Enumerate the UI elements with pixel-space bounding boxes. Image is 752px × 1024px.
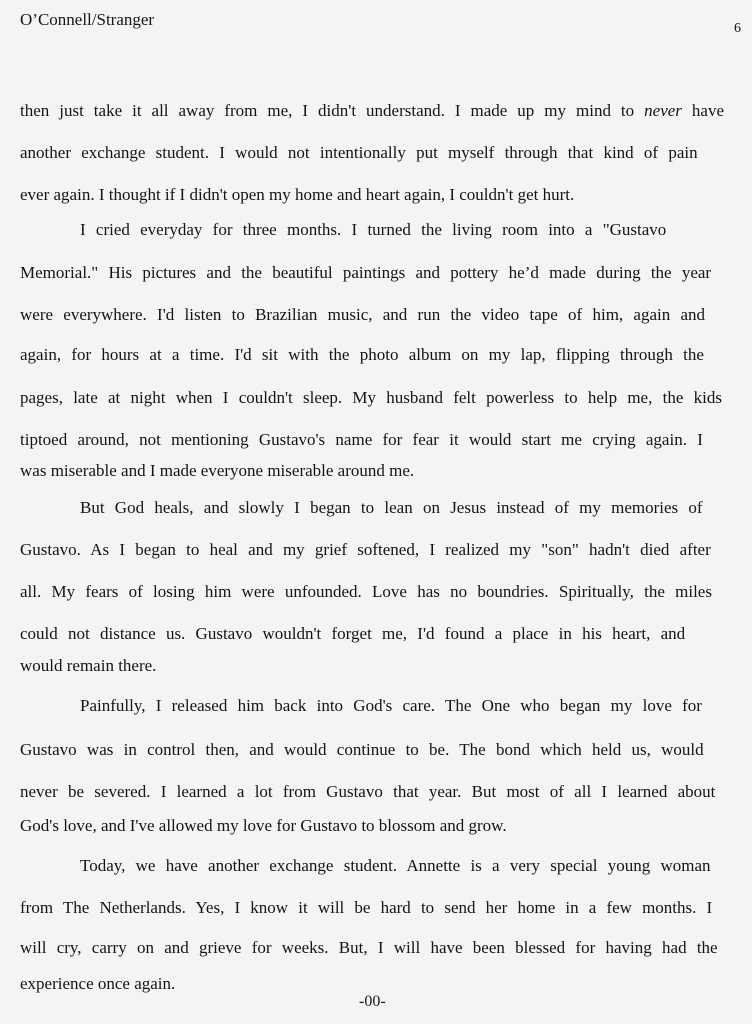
text-line [20, 430, 703, 450]
emphasized-word: never [644, 101, 682, 120]
running-header-author-title: O’Connell/Stranger [20, 10, 155, 29]
text-line [20, 305, 705, 325]
text-line [20, 263, 711, 283]
text-line [80, 220, 666, 240]
text-segment: I cried everyday for three months. I turned the living room into a "Gustavo [80, 220, 667, 239]
text-segment: from The Netherlands. Yes, I know it will be hard to send her home in a few months. I [20, 898, 713, 917]
text-line [20, 540, 711, 560]
text-segment: all. My fears of losing him were unfounded. Love has no boundries. Spiritually, the miles [20, 582, 712, 601]
text-segment: ever again. I thought if I didn't open my home and heart again, I couldn't get hurt. [20, 185, 575, 204]
text-segment: have [681, 101, 724, 120]
text-segment: was miserable and I made everyone miserable around me. [20, 461, 415, 480]
text-segment: will cry, carry on and grieve for weeks. But, I will have been blessed for having had the [20, 938, 718, 957]
text-line [20, 345, 704, 365]
text-segment: But God heals, and slowly I began to lean on Jesus instead of my memories of [80, 498, 703, 517]
text-line [20, 624, 685, 644]
text-segment: then just take it all away from me, I didn't understand. I made up my mind to [20, 101, 645, 120]
text-line [20, 582, 712, 602]
text-line [20, 143, 698, 163]
text-line [80, 696, 702, 716]
text-segment: were everywhere. I'd listen to Brazilian music, and run the video tape of him, again and [20, 305, 706, 324]
text-segment: Painfully, I released him back into God's care. The One who began my love for [80, 696, 702, 715]
end-mark: -00- [359, 993, 386, 1010]
page-number: 6 [734, 21, 741, 36]
text-segment: experience once again. [20, 974, 176, 993]
text-line [80, 856, 711, 876]
text-line [80, 498, 703, 518]
text-segment: would remain there. [20, 656, 157, 675]
text-line [20, 388, 722, 408]
text-line [20, 461, 414, 481]
text-segment: tiptoed around, not mentioning Gustavo's name for fear it would start me crying again. I [20, 430, 703, 449]
text-line [20, 185, 574, 205]
text-segment: pages, late at night when I couldn't sleep. My husband felt powerless to help me, the kids [20, 388, 722, 407]
text-segment: could not distance us. Gustavo wouldn't forget me, I'd found a place in his heart, and [20, 624, 686, 643]
text-line [20, 974, 175, 994]
text-segment: never be severed. I learned a lot from Gustavo that year. But most of all I learned about [20, 782, 716, 801]
text-segment: Today, we have another exchange student. Annette is a very special young woman [80, 856, 711, 875]
text-segment: Gustavo was in control then, and would continue to be. The bond which held us, would [20, 740, 704, 759]
text-line [20, 938, 718, 958]
text-segment: again, for hours at a time. I'd sit with the photo album on my lap, flipping through the [20, 345, 704, 364]
text-line [20, 101, 724, 121]
text-segment: Gustavo. As I began to heal and my grief softened, I realized my "son" hadn't died after [20, 540, 711, 559]
text-segment: God's love, and I've allowed my love for Gustavo to blossom and grow. [20, 816, 507, 835]
text-line [20, 898, 712, 918]
text-line [20, 816, 507, 836]
text-line [20, 782, 715, 802]
text-line [20, 740, 704, 760]
text-segment: another exchange student. I would not intentionally put myself through that kind of pain [20, 143, 698, 162]
text-line [20, 656, 156, 676]
text-segment: Memorial." His pictures and the beautiful paintings and pottery he’d made during the year [20, 263, 712, 282]
